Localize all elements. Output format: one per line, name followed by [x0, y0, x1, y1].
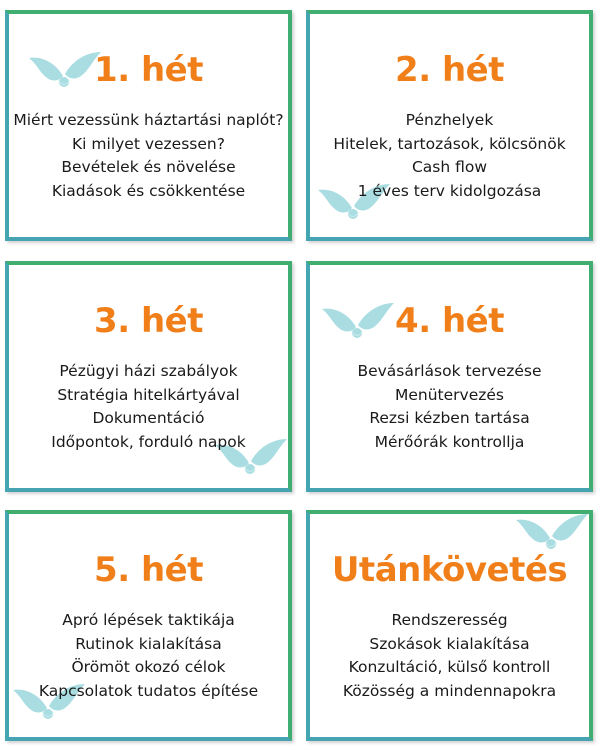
- list-item: Rendszeresség: [391, 611, 508, 629]
- topic-list: [9, 360, 288, 454]
- topic-list: [9, 609, 288, 703]
- card-title: 5. hét: [94, 550, 203, 590]
- list-item: Ki milyet vezessen?: [72, 134, 225, 153]
- list-item: Bevásárlások tervezése: [357, 362, 542, 380]
- topic-list: [310, 609, 589, 703]
- card-title: Utánkövetés: [331, 550, 568, 590]
- week-5-card: [5, 510, 292, 741]
- topic-list: [310, 109, 589, 203]
- week-1-card: [5, 10, 292, 241]
- list-item: Rutinok kialakítása: [75, 634, 222, 653]
- list-item: Kiadások és csökkentése: [51, 181, 246, 200]
- list-item: Pénzhelyek: [405, 111, 494, 129]
- list-item: Rezsi kézben tartása: [369, 409, 530, 427]
- list-item: Stratégia hitelkártyával: [57, 385, 240, 404]
- topic-list: [310, 360, 589, 454]
- list-item: Konzultáció, külső kontroll: [348, 658, 551, 676]
- week-4-card: [306, 261, 593, 492]
- follow-up-card: [306, 510, 593, 741]
- week-2-card: [306, 10, 593, 241]
- card-title: 1. hét: [94, 50, 203, 90]
- list-item: Közösség a mindennapokra: [342, 681, 557, 700]
- list-item: Menütervezés: [395, 385, 504, 404]
- wings-icon: [516, 512, 588, 554]
- topic-list: [9, 109, 288, 203]
- list-item: 1 éves terv kidolgozása: [357, 181, 542, 200]
- list-item: Dokumentáció: [92, 409, 205, 427]
- list-item: Örömöt okozó célok: [71, 658, 226, 676]
- list-item: Hitelek, tartozások, kölcsönök: [333, 134, 566, 153]
- list-item: Miért vezessünk háztartási naplót?: [13, 111, 284, 129]
- card-title: 3. hét: [94, 301, 203, 341]
- list-item: Kapcsolatok tudatos építése: [38, 681, 259, 700]
- list-item: Időpontok, forduló napok: [51, 432, 246, 451]
- list-item: Cash flow: [411, 158, 488, 176]
- card-title: 4. hét: [395, 301, 504, 341]
- list-item: Szokások kialakítása: [369, 634, 530, 653]
- card-title: 2. hét: [395, 50, 504, 90]
- list-item: Pézügyi házi szabályok: [59, 362, 238, 380]
- list-item: Apró lépések taktikája: [62, 611, 235, 629]
- week-3-card: [5, 261, 292, 492]
- list-item: Mérőórák kontrollja: [374, 432, 525, 451]
- list-item: Bevételek és növelése: [61, 158, 236, 176]
